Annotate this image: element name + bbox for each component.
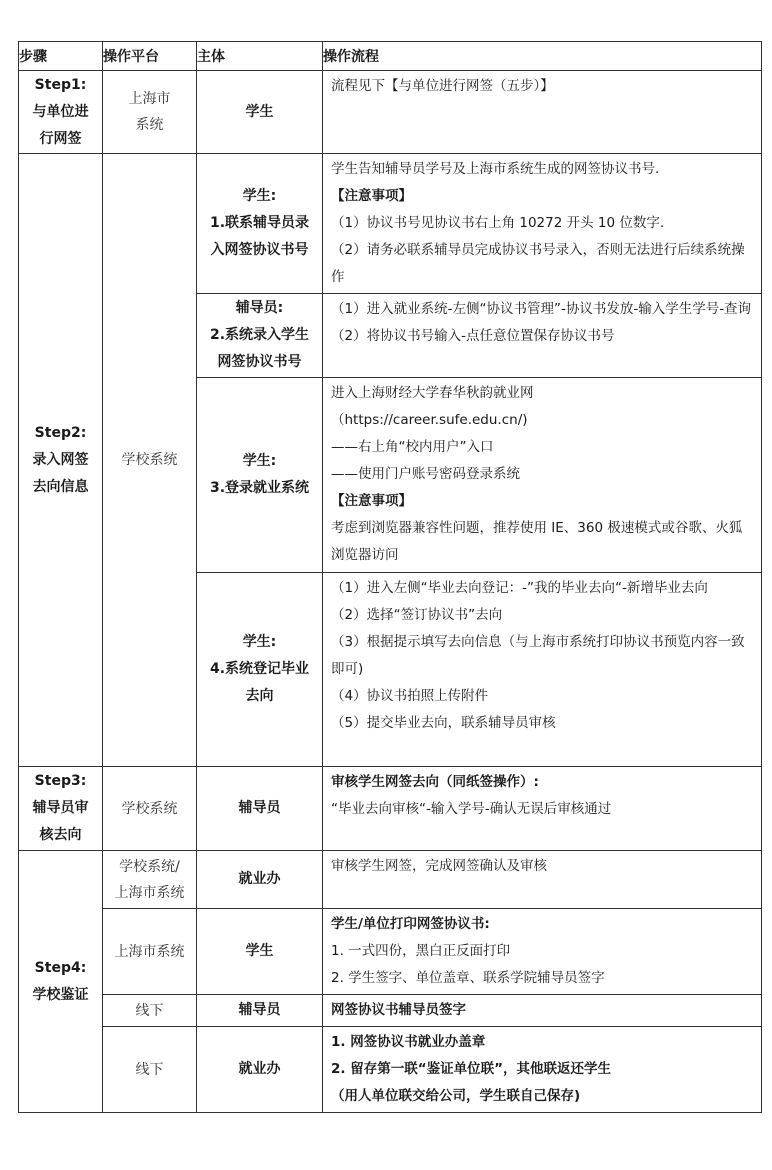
process-line: 【注意事项】 — [331, 188, 412, 204]
process-line: 学生/单位打印网签协议书: — [331, 916, 490, 932]
platform-label: 学校系统/ — [119, 858, 180, 875]
step4-row-1 — [19, 851, 762, 909]
platform-label: 系统 — [135, 117, 164, 133]
process-line: 审核学生网签去向（同纸签操作）: — [331, 774, 539, 790]
step2-step-cell — [19, 154, 103, 767]
step4-process-cell — [323, 1027, 762, 1113]
platform-label: 上海市系统 — [114, 884, 185, 901]
step-label: 与单位进 — [32, 103, 89, 120]
step1-row — [19, 71, 762, 154]
header-platform: 操作平台 — [103, 42, 197, 71]
step4-subject-cell: 辅导员 — [197, 995, 323, 1027]
step-label: 录入网签 — [32, 451, 89, 468]
step4-platform-cell: 线下 — [103, 995, 197, 1027]
process-line: （2）选择“签订协议书”去向 — [331, 607, 503, 623]
subject-label: 入网签协议书号 — [210, 242, 309, 258]
step2-process-cell — [323, 154, 762, 294]
process-line: 【注意事项】 — [331, 493, 412, 509]
process-line: 1. 网签协议书就业办盖章 — [331, 1034, 486, 1050]
step4-process-cell — [323, 909, 762, 995]
step-label: Step3: — [34, 773, 87, 789]
process-line: （4）协议书拍照上传附件 — [331, 688, 489, 704]
step2-process-cell — [323, 294, 762, 378]
process-line: 2. 留存第一联“鉴证单位联”，其他联返还学生 — [331, 1061, 611, 1077]
process-line: （2）将协议书号输入-点任意位置保存协议书号 — [331, 328, 615, 344]
subject-label: 1.联系辅导员录 — [209, 215, 310, 231]
process-line: 进入上海财经大学春华秋韵就业网 — [331, 385, 534, 401]
procedure-table — [18, 41, 762, 1113]
process-line: 网签协议书辅导员签字 — [331, 1002, 466, 1018]
process-line: （2）请务必联系辅导员完成协议书号录入，否则无法进行后续系统操作 — [331, 242, 745, 285]
step1-process-cell — [323, 71, 762, 154]
header-step: 步骤 — [19, 42, 103, 71]
subject-label: 网签协议书号 — [217, 354, 302, 370]
step2-subject-cell — [197, 154, 323, 294]
step2-process-cell — [323, 378, 762, 573]
platform-label: 上海市 — [128, 91, 171, 107]
step1-subject-cell: 学生 — [197, 71, 323, 154]
step-label: 学校鉴证 — [32, 986, 89, 1003]
process-line: （3）根据提示填写去向信息（与上海市系统打印协议书预览内容一致即可) — [331, 634, 745, 677]
step4-process-cell — [323, 851, 762, 909]
step3-subject-cell: 辅导员 — [197, 767, 323, 851]
process-line: （5）提交毕业去向，联系辅导员审核 — [331, 715, 556, 731]
header-process: 操作流程 — [323, 42, 762, 71]
header-row — [19, 42, 762, 71]
process-line: （https://career.sufe.edu.cn/) — [331, 412, 528, 428]
process-line: 流程见下【与单位进行网签（五步）】 — [331, 78, 554, 94]
step4-platform-cell — [103, 851, 197, 909]
process-line: 审核学生网签，完成网签确认及审核 — [331, 858, 547, 874]
step3-platform-cell: 学校系统 — [103, 767, 197, 851]
step4-subject-cell: 就业办 — [197, 1027, 323, 1113]
step4-step-cell — [19, 851, 103, 1113]
step2-platform-cell: 学校系统 — [103, 154, 197, 767]
step-label: 行网签 — [39, 130, 82, 147]
step4-row-3 — [19, 995, 762, 1027]
subject-label: 2.系统录入学生 — [209, 327, 310, 343]
step1-step-cell — [19, 71, 103, 154]
step4-row-2 — [19, 909, 762, 995]
process-line: “毕业去向审核“-输入学号-确认无误后审核通过 — [331, 801, 612, 817]
step-label: Step2: — [34, 424, 87, 441]
subject-label: 辅导员: — [235, 300, 284, 316]
subject-label: 学生: — [242, 188, 277, 204]
step2-subject-cell — [197, 573, 323, 767]
header-subject: 主体 — [197, 42, 323, 71]
subject-label: 3.登录就业系统 — [209, 480, 310, 496]
process-line: （1）进入就业系统-左侧“协议书管理”-协议书发放-输入学生学号-查询 — [331, 301, 752, 317]
process-line: ——右上角“校内用户”入口 — [331, 439, 494, 455]
step-label: Step4: — [34, 959, 87, 976]
subject-label: 学生: — [242, 453, 277, 469]
process-line: （用人单位联交给公司，学生联自己保存) — [331, 1088, 581, 1104]
process-line: （1）协议书号见协议书右上角 10272 开头 10 位数字. — [331, 215, 665, 231]
step4-row-4 — [19, 1027, 762, 1113]
step2-process-cell — [323, 573, 762, 767]
process-line: 1. 一式四份，黑白正反面打印 — [331, 943, 511, 959]
subject-label: 学生: — [242, 634, 277, 650]
subject-label: 去向 — [245, 688, 274, 704]
step1-platform-cell — [103, 71, 197, 154]
process-line: 考虑到浏览器兼容性问题，推荐使用 IE、360 极速模式或谷歌、火狐浏览器访问 — [331, 520, 743, 563]
step4-process-cell — [323, 995, 762, 1027]
process-line: 学生告知辅导员学号及上海市系统生成的网签协议书号. — [331, 161, 660, 177]
step4-platform-cell: 线下 — [103, 1027, 197, 1113]
step-label: 核去向 — [39, 827, 82, 843]
process-line: 2. 学生签字、单位盖章、联系学院辅导员签字 — [331, 970, 605, 986]
step4-subject-cell: 学生 — [197, 909, 323, 995]
step-label: Step1: — [34, 76, 87, 93]
step-label: 辅导员审 — [32, 800, 89, 816]
subject-label: 4.系统登记毕业 — [209, 661, 310, 677]
process-line: （1）进入左侧“毕业去向登记：-”我的毕业去向“-新增毕业去向 — [331, 580, 708, 596]
step3-step-cell — [19, 767, 103, 851]
step3-process-cell — [323, 767, 762, 851]
step3-row — [19, 767, 762, 851]
step-label: 去向信息 — [32, 478, 89, 495]
step4-subject-cell: 就业办 — [197, 851, 323, 909]
step4-platform-cell: 上海市系统 — [103, 909, 197, 995]
step2-subject-cell — [197, 378, 323, 573]
step2-subject-cell — [197, 294, 323, 378]
process-line: ——使用门户账号密码登录系统 — [331, 466, 520, 482]
step2-row-1 — [19, 154, 762, 294]
